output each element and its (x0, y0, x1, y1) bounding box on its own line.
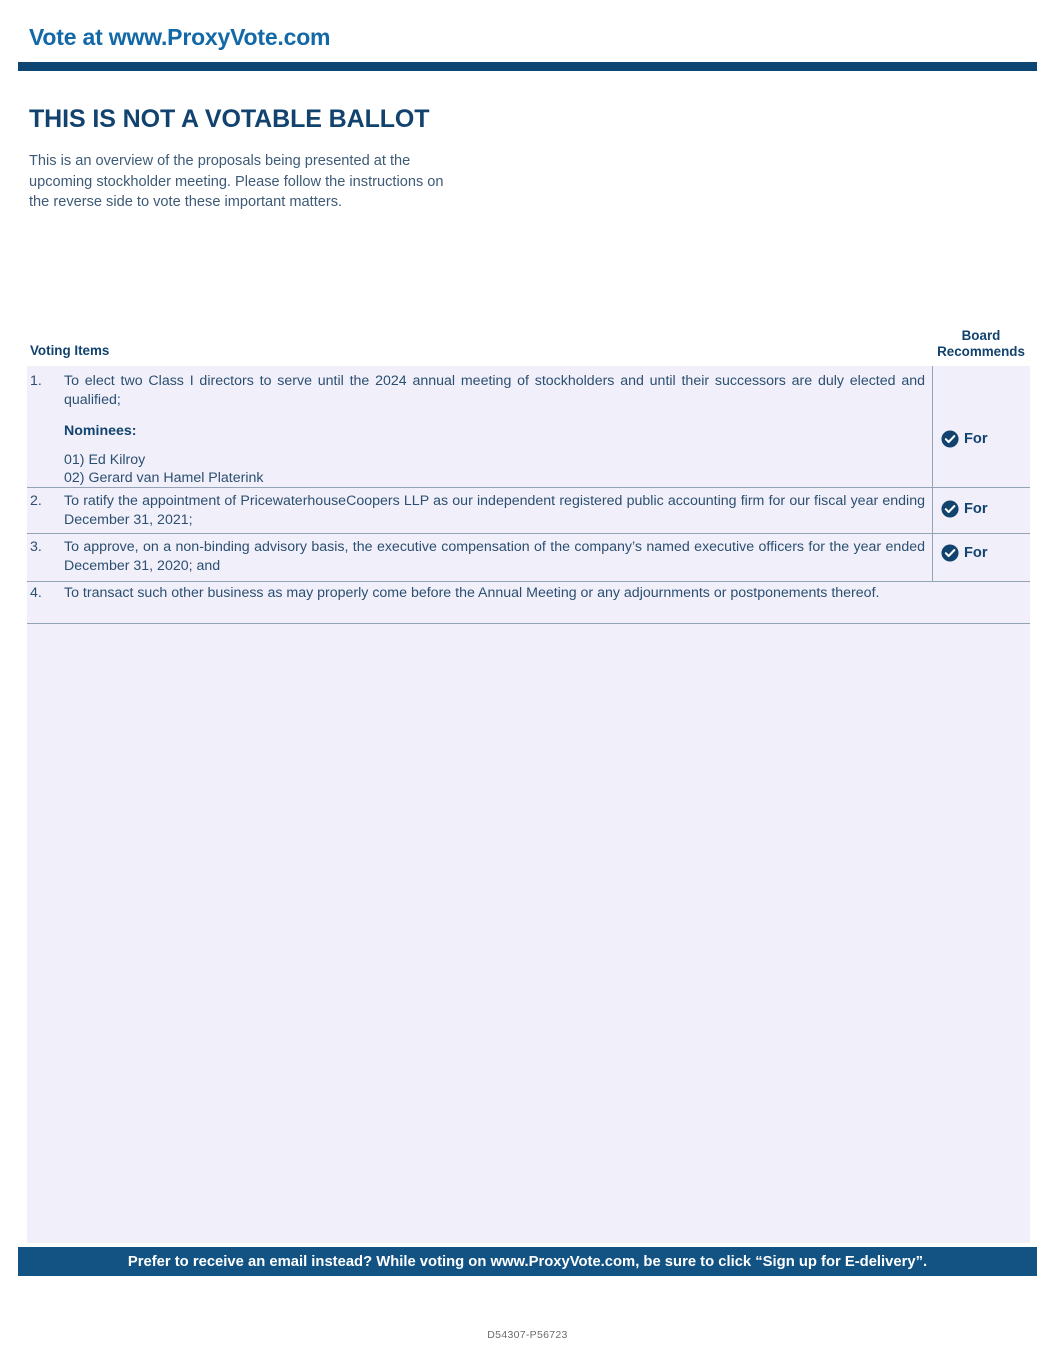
header-divider-rule (18, 62, 1037, 71)
control-number: D54307-P56723 (487, 1329, 568, 1341)
site-title: Vote at www.ProxyVote.com (29, 24, 331, 50)
intro-line-1: This is an overview of the proposals being presented at the (29, 153, 411, 169)
item-text: To elect two Class I directors to serve until the 2024 annual meeting of stockholders and until their successors are duly elected and qualified; (64, 373, 925, 408)
list-item: 01) Ed Kilroy (64, 451, 146, 468)
intro-line-3: the reverse side to vote these important matters. (29, 194, 343, 210)
row-divider-3 (27, 581, 1030, 582)
row-divider-2 (27, 533, 1030, 534)
check-circle-icon (941, 544, 959, 562)
column-header-board-recommends (930, 328, 1032, 359)
item-number: 2. (30, 493, 42, 509)
nominee-list (64, 451, 925, 487)
row-divider-4 (27, 623, 1030, 624)
board-header-line-1: Board (961, 328, 1001, 343)
board-recommendation-3 (941, 544, 988, 562)
page-title: THIS IS NOT A VOTABLE BALLOT (29, 105, 430, 133)
recommendation-label: For (964, 545, 988, 561)
item-text: To ratify the appointment of PricewaterhouseCoopers LLP as our independent registered public accounting firm for our fiscal year ending December 31, 2021; (64, 493, 925, 528)
table-row (30, 538, 925, 575)
board-header-line-2: Recommends (937, 343, 1025, 359)
column-divider (932, 366, 933, 582)
board-recommendation-1 (941, 430, 988, 448)
item-text: To transact such other business as may properly come before the Annual Meeting or any adjournments or postponements thereof. (64, 585, 880, 601)
row-divider-1 (27, 487, 1030, 488)
item-number: 4. (30, 585, 42, 601)
intro-line-2: upcoming stockholder meeting. Please follow the instructions on (29, 173, 444, 190)
recommendation-label: For (964, 431, 988, 447)
column-header-voting-items: Voting Items (30, 343, 110, 358)
item-text: To approve, on a non-binding advisory basis, the executive compensation of the company’s named executive officers for the year ended December 31, 2020; and (64, 539, 925, 574)
check-circle-icon (941, 430, 959, 448)
board-recommendation-2 (941, 500, 988, 518)
table-row (30, 492, 925, 529)
list-item: 02) Gerard van Hamel Platerink (64, 469, 264, 486)
item-number: 1. (30, 373, 42, 389)
check-circle-icon (941, 500, 959, 518)
table-row (30, 372, 925, 487)
table-row (30, 584, 1025, 603)
nominees-label: Nominees: (64, 423, 137, 440)
intro-paragraph (29, 151, 549, 213)
recommendation-label: For (964, 501, 988, 517)
item-number: 3. (30, 539, 42, 555)
edelivery-banner: Prefer to receive an email instead? While voting on www.ProxyVote.com, be sure to click “Sign up for E-delivery”. (18, 1247, 1037, 1276)
